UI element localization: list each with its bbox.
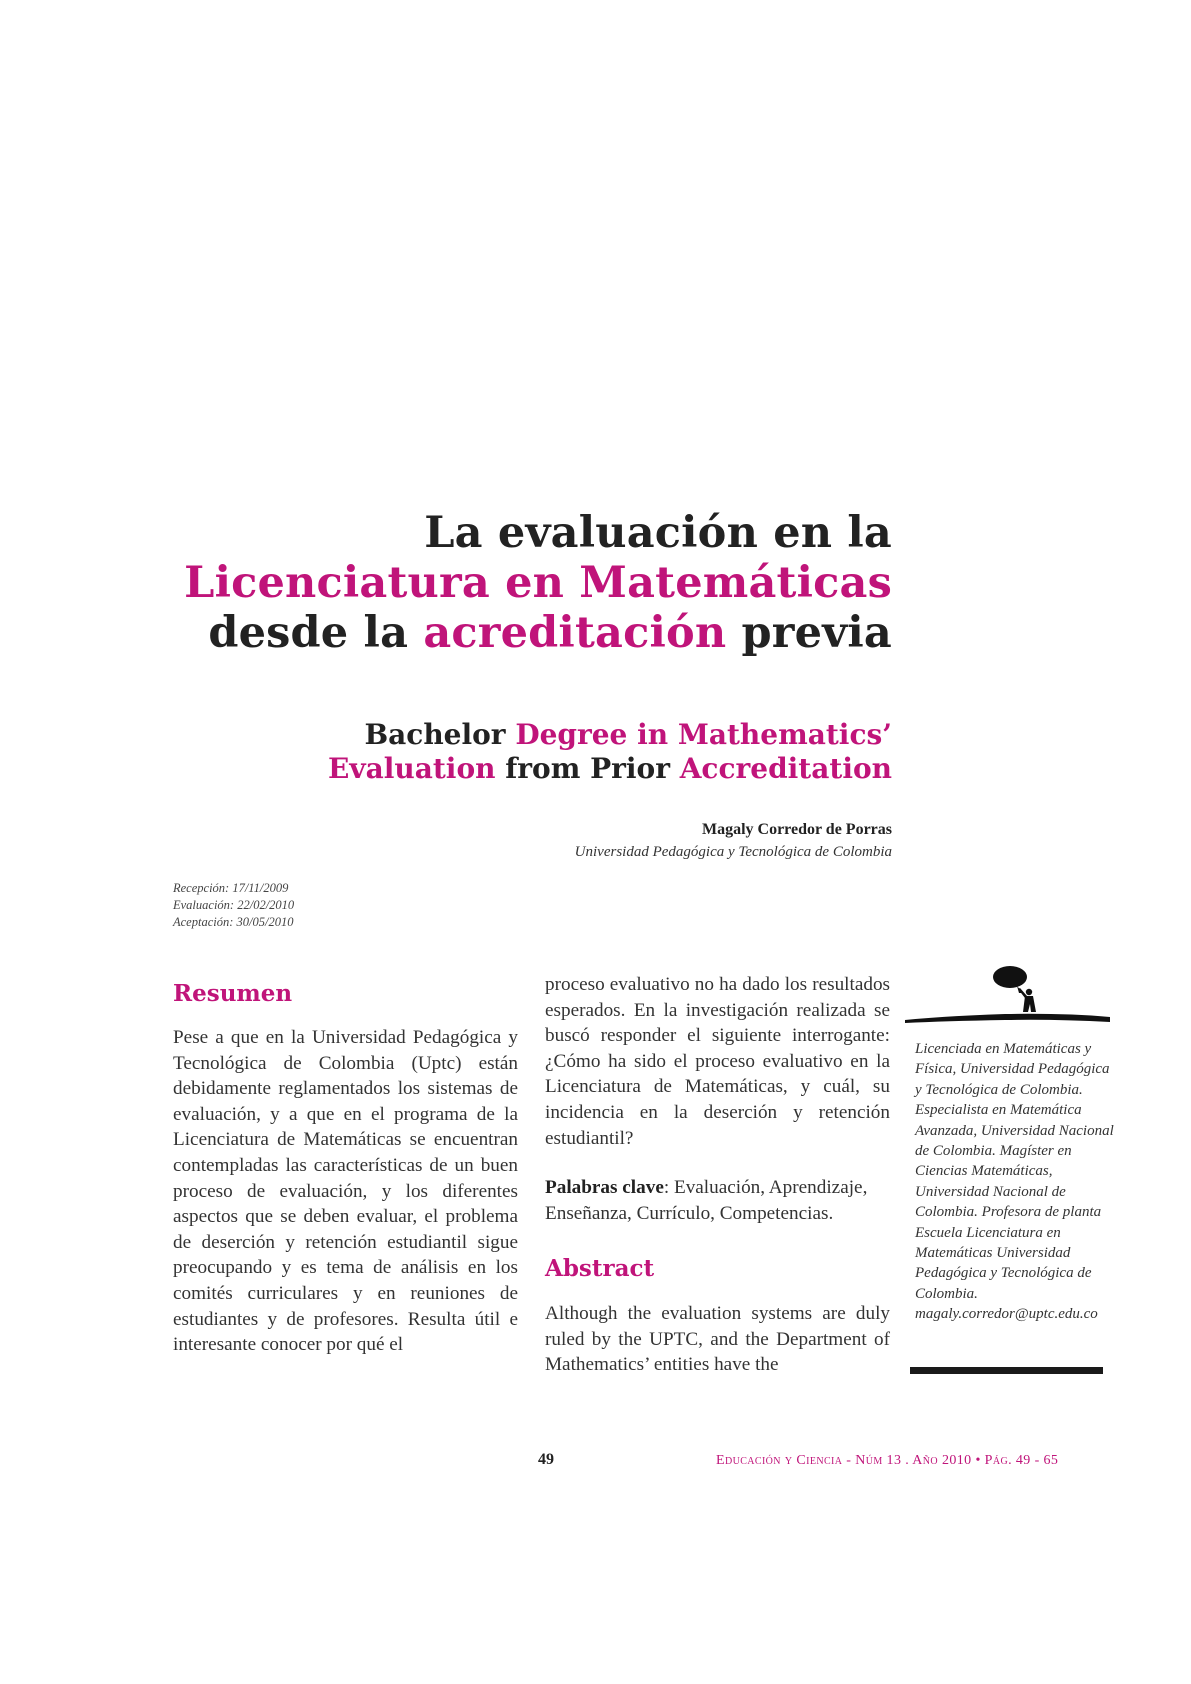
keywords — [545, 1175, 890, 1226]
author-affiliation: Universidad Pedagógica y Tecnológica de Colombia — [574, 844, 892, 860]
resumen-text-col2: proceso evaluativo no ha dado los resultados esperados. En la investigación realizada se buscó responder el siguiente interrogante: ¿Cómo ha sido el proceso evaluativo en la Licenciatura de Matemáticas, y cuál, su incidencia en la deserción y retención estudiantil? — [545, 974, 890, 1149]
abstract-heading: Abstract — [545, 1255, 655, 1282]
title-line-2: Licenciatura en Matemáticas — [184, 558, 892, 608]
author-name: Magaly Corredor de Porras — [701, 821, 892, 838]
evaluation-date: Evaluación: 22/02/2010 — [173, 898, 295, 912]
title-line-3-a: desde la — [208, 608, 424, 658]
speaker-silhouette-icon — [905, 960, 1110, 1030]
subtitle-line-2-c: Accreditation — [679, 752, 892, 785]
keywords-label: Palabras clave — [545, 1177, 664, 1198]
journal-footer: Educación y Ciencia - Núm 13 . Año 2010 • Pág. 49 - 65 — [716, 1453, 1059, 1468]
acceptance-date: Aceptación: 30/05/2010 — [173, 915, 294, 929]
author-bio — [915, 1039, 1115, 1325]
bio-text: Licenciada en Matemáticas y Física, Universidad Pedagógica y Tecnológica de Colombia. Especialista en Matemática Avanzada, Universidad Nacional de Colombia. Magíster en Ciencias Matemáticas, Universidad Nacional de Colombia. Profesora de planta Escuela Licenciatura en Matemáticas Universidad Pedagógica y Tecnológica de Colombia. — [915, 1041, 1114, 1302]
subtitle-line-2-b: from Prior — [495, 752, 680, 785]
submission-dates — [173, 880, 294, 931]
page-number: 49 — [538, 1451, 554, 1468]
article-title — [150, 508, 892, 658]
subtitle-line-2 — [250, 752, 892, 786]
title-line-3 — [150, 608, 892, 658]
title-line-1: La evaluación en la — [424, 508, 892, 558]
title-line-3-c: previa — [726, 608, 892, 658]
reception-date: Recepción: 17/11/2009 — [173, 881, 289, 895]
keywords-text: : Evaluación, Aprendizaje, Enseñanza, Currículo, Competencias. — [545, 1177, 868, 1224]
subtitle-line-1 — [250, 718, 892, 752]
abstract-text: Although the evaluation systems are duly ruled by the UPTC, and the Department of Mathematics’ entities have the — [545, 1303, 890, 1376]
subtitle-line-1-b: Degree in Mathematics’ — [515, 718, 892, 751]
resumen-heading: Resumen — [173, 980, 293, 1007]
author-email: magaly.corredor@uptc.edu.co — [915, 1306, 1098, 1323]
resumen-text-col1: Pese a que en la Universidad Pedagógica y Tecnológica de Colombia (Uptc) están debidamente reglamentados los sistemas de evaluación, y a que en el programa de la Licenciatura de Matemáticas se encuentran contempladas las características de un buen proceso de evaluación, y los diferentes aspectos que se deben evaluar, el problema de deserción y retención estudiantil sigue preocupando y es tema de análisis en los comités curriculares y en reuniones de estudiantes y de profesores. Resulta útil e interesante conocer por qué el — [173, 1027, 518, 1356]
bio-divider — [910, 1367, 1103, 1374]
title-line-3-b: acreditación — [423, 608, 727, 658]
subtitle-line-2-a: Evaluation — [327, 752, 496, 785]
article-subtitle — [250, 718, 892, 786]
subtitle-line-1-a: Bachelor — [364, 718, 516, 751]
